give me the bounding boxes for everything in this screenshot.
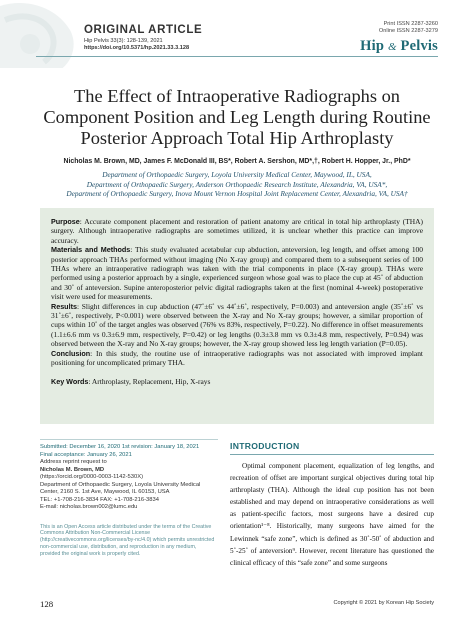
copyright-notice: Copyright © 2021 by Korean Hip Society	[333, 600, 434, 606]
affiliations	[20, 170, 454, 199]
introduction-divider	[230, 454, 434, 455]
article-info	[40, 444, 218, 558]
page-number: 128	[40, 599, 54, 609]
journal-logo	[360, 38, 438, 55]
abstract-conclusion	[51, 349, 423, 368]
conclusion-label: Conclusion	[51, 348, 91, 358]
purpose-text: : Accurate component placement and restoration of patient anatomy are critical in total hip arthroplasty (THA) surgery. Although intraoperative radiographs are sometimes utilized, it is unclear whether this practice can improve accuracy.	[51, 217, 423, 245]
affiliation-3: Department of Orthopaedic Surgery, Inova Mount Vernon Hospital Joint Replacement Center, Alexandria, VA, USA†	[66, 189, 408, 199]
author-list: Nicholas M. Brown, MD, James F. McDonald III, BS*, Robert A. Sershon, MD*,†, Robert H. Hopper, Jr., PhD*	[63, 158, 411, 165]
article-type: ORIGINAL ARTICLE	[84, 24, 203, 36]
author-email[interactable]: E-mail: nicholas.brown002@lumc.edu	[40, 504, 138, 510]
affiliation-1: Department of Orthopaedic Surgery, Loyola University Medical Center, Maywood, IL, USA,	[102, 170, 372, 179]
reprint-label: Address reprint request to	[40, 459, 107, 465]
abstract-methods	[51, 245, 423, 301]
license-note: This is an Open Access article distributed under the terms of the Creative Commons Attribution Non-Commercial License (http://creativecommons.org/licenses/by-nc/4.0) which permits unrestricted non-commercial use, distribution, and reproduction in any medium, provided the original work is properly cited.	[40, 523, 215, 558]
submission-dates: Submitted: December 16, 2020 1st revision: January 18, 2021	[40, 444, 200, 450]
results-label: Results	[51, 301, 77, 311]
abstract-results	[51, 302, 423, 349]
conclusion-text: : In this study, the routine use of intraoperative radiographs was not associated with improved implant positioning for uncomplicated primary THA.	[51, 348, 423, 368]
journal-logo-amp: &	[387, 41, 397, 53]
citation-block	[84, 38, 189, 52]
methods-text: : This study evaluated acetabular cup abduction, anteversion, leg length, and offset among 100 posterior approach THAs performed without imaging (No X-ray group) and compared them to a subsequent series of 100 THAs where an intraoperative radiograph was taken with the trial components in place (X-ray group). THAs were performed using a posterior approach by a single, experienced surgeon whose goal was to place the cup at 45˚ of abduction and 30˚ of anteversion. Supine anteroposterior pelvic digital radiographs taken at the first (nominal 4-week) postoperative visit were used for measurements.	[51, 245, 423, 302]
purpose-label: Purpose	[51, 217, 80, 226]
final-acceptance: Final acceptance: January 26, 2021	[40, 451, 132, 458]
methods-label: Materials and Methods	[51, 245, 131, 255]
introduction-text: Optimal component placement, equalization of leg lengths, and recreation of offset are important surgical objectives during total hip arthroplasty (THA). Although the ideal cup position has not been established and may depend on intraoperative considerations as well as patient-specific factors, most surgeons have a desired cup orientation¹⁻⁸. Historically, many surgeons have aimed for the Lewinnek “safe zone”, which is defined as 30˚-50˚ of abduction and 5˚-25˚ of anteversion⁹. However, recent literature has questioned the clinical efficacy of this “safe zone” and some surgeons	[230, 462, 434, 567]
keywords-label: Key Words	[51, 376, 89, 386]
journal-logo-right: Pelvis	[400, 38, 438, 54]
issn-block	[379, 21, 438, 35]
author-phone: TEL: +1-708-216-3834 FAX: +1-708-216-3834	[40, 496, 159, 503]
keywords-text: : Arthroplasty, Replacement, Hip, X-rays	[88, 376, 211, 386]
introduction-heading: INTRODUCTION	[230, 441, 300, 451]
abstract-keywords	[51, 377, 423, 386]
abstract-purpose	[51, 217, 423, 245]
article-info-divider	[40, 439, 218, 440]
corresponding-author: Nicholas M. Brown, MD	[40, 466, 105, 473]
doi-link[interactable]: https://doi.org/10.5371/hp.2021.33.3.128	[84, 45, 190, 51]
journal-citation: Hip Pelvis 33(3): 128-139, 2021	[84, 38, 163, 44]
author-address: Department of Orthopaedic Surgery, Loyola University Medical Center, 2160 S. 1st Ave, Maywood, IL 60153, USA	[40, 481, 201, 495]
abstract-box	[40, 208, 434, 424]
article-title: The Effect of Intraoperative Radiographs on Component Position and Leg Length during Routine Posterior Approach Total Hip Arthroplasty	[43, 86, 431, 148]
results-text: : Slight differences in cup abduction (47˚±6˚ vs 44˚±6˚, respectively, P=0.003) and anteversion angle (35˚±6˚ vs 31˚±6˚, respectively, P<0.001) were observed between the X-ray and No X-ray groups; however, a similar proportion of cups within 10˚ of the target angles was observed (76% vs 83%, respectively, P=0.22). No difference in offset measurements (1.1±6.6 mm vs 0.3±6.9 mm, respectively, P=0.42) or leg lengths (0.3±3.8 mm vs 0.3±4.8 mm, respectively, P=0.94) was observed between the X-ray and No X-ray groups; however, the X-ray group showed less leg length variation (P=0.05).	[51, 301, 423, 349]
header-divider	[36, 56, 438, 57]
orcid-link[interactable]: (https://orcid.org/0000-0003-1142-530X)	[40, 474, 144, 480]
issn-online: Online ISSN 2287-3279	[378, 28, 438, 34]
affiliation-2: Department of Orthopaedic Surgery, Anderson Orthopaedic Research Institute, Alexandria, VA, USA*,	[86, 179, 388, 189]
issn-print: Print ISSN 2287-3260	[383, 21, 438, 27]
journal-logo-left: Hip	[360, 38, 385, 54]
